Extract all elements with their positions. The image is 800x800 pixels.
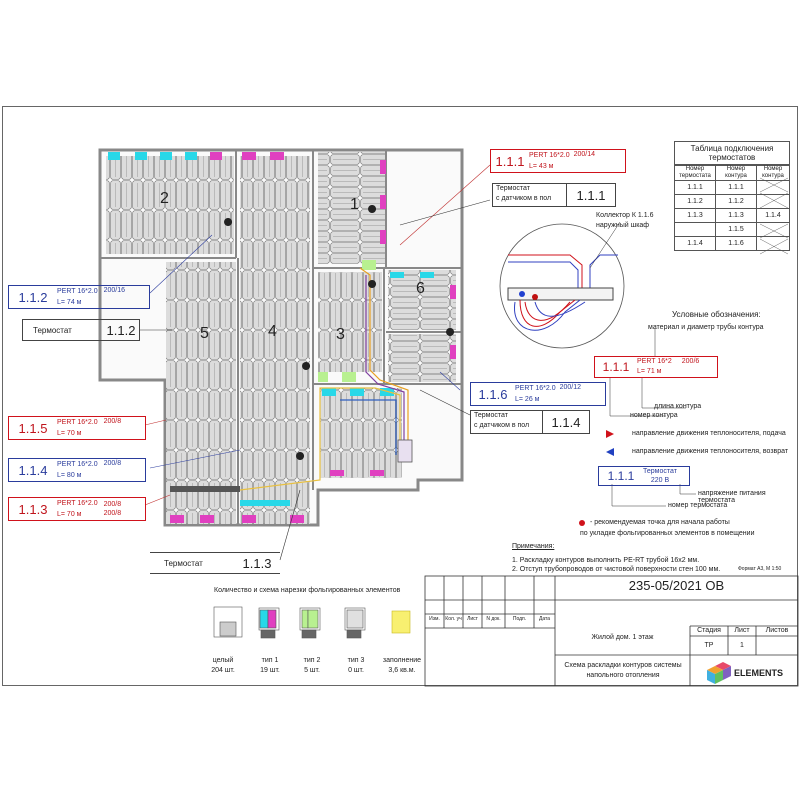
circuit-number: 1.1.3 — [18, 501, 48, 517]
room-1-label: 1 — [350, 196, 359, 213]
element-name: тип 1 — [261, 657, 279, 664]
elements-logo-icon — [707, 662, 731, 684]
legend-return: направление движения теплоносителя, возврат — [632, 448, 789, 455]
collector-title: Коллектор К 1.1.6 — [596, 212, 654, 219]
legend-sample-pipe: PERT 16*2 — [637, 358, 672, 365]
corridor-floor — [388, 334, 456, 382]
collector-detail — [500, 224, 624, 348]
stamp-object: Жилой дом. 1 этаж — [591, 634, 654, 641]
element-type-1 — [250, 656, 290, 676]
room-4-label: 4 — [268, 323, 277, 340]
table-cell: 1.1.1 — [716, 181, 757, 195]
format-label: Формат А3, М 1:50 — [738, 566, 782, 572]
thermostat-number: 1.1.4 — [551, 414, 581, 430]
stamp-col: Кол. уч — [445, 616, 462, 622]
table-cell: 1.1.3 — [675, 209, 716, 223]
room-6-label: 6 — [416, 280, 425, 297]
circuit-label-1-1-2 — [8, 285, 150, 309]
table-row — [675, 181, 790, 195]
element-count: 19 шт. — [260, 667, 280, 674]
table-row — [675, 209, 790, 223]
thermostat-number: 1.1.2 — [106, 322, 136, 338]
room-3-label: 3 — [336, 326, 345, 343]
circuit-label-1-1-6 — [470, 382, 606, 406]
table-cell: 1.1.2 — [716, 195, 757, 209]
elements-title: Количество и схема нарезки фольгированных элементов — [214, 587, 401, 594]
legend-contour-number: номер контура — [630, 412, 678, 419]
room-2-floor — [106, 156, 234, 254]
thermostat-sub: с датчиком в пол — [474, 422, 530, 429]
legend-material: материал и диаметр трубы контура — [648, 324, 764, 331]
legend-title: Условные обозначения: — [672, 310, 761, 319]
thermostat-label: Термостат — [164, 558, 203, 568]
stamp-col: N док. — [486, 616, 501, 622]
circuit-label-1-1-3 — [8, 497, 146, 521]
element-count: 5 шт. — [304, 667, 320, 674]
elements-logo-text: ELEMENTS — [734, 668, 784, 678]
stamp-sheet: 1 — [740, 642, 744, 649]
note-1: 1. Раскладку контуров выполнить PE-RT трубой 16х2 мм. — [512, 557, 700, 564]
stamp-col: Лист — [467, 616, 478, 622]
element-whole — [203, 656, 243, 676]
circuit-pipe: PERT 16*2.0 — [57, 288, 98, 295]
element-name: заполнение — [382, 657, 422, 664]
circuit-spacing: 200/8 — [103, 418, 122, 425]
stamp-col: Изм. — [429, 616, 440, 622]
document-code: 235-05/2021 ОВ — [628, 578, 725, 593]
stamp-stage-header: Стадия — [697, 627, 721, 634]
room-5-label: 5 — [200, 325, 209, 342]
thermostat-label: Термостат — [33, 325, 72, 335]
thermostat-number: 1.1.1 — [576, 187, 606, 203]
table-header: Номер термостата — [675, 166, 716, 181]
table-cell: 1.1.2 — [675, 195, 716, 209]
legend-length: длина контура — [654, 403, 702, 410]
circuit-label-1-1-1 — [490, 149, 626, 173]
legend-sample-length: L= 71 м — [637, 368, 662, 375]
element-fill — [380, 656, 424, 676]
circuit-number: 1.1.4 — [18, 462, 48, 478]
circuit-spacing: 200/16 — [103, 287, 126, 294]
thermostat-1-1-4 — [470, 410, 590, 434]
legend-sample-circuit — [594, 356, 718, 378]
legend-therm-label: Термостат — [643, 468, 677, 475]
circuit-length: L= 70 м — [57, 511, 82, 518]
element-count: 204 шт. — [211, 667, 235, 674]
circuit-length: L= 74 м — [57, 299, 82, 306]
circuit-pipe: PERT 16*2.0 — [529, 152, 570, 159]
room-2-label: 2 — [160, 190, 169, 207]
circuit-number: 1.1.6 — [478, 386, 508, 402]
legend-start-point: - рекомендуемая точка для начала работы — [590, 519, 730, 526]
circuit-pipe: PERT 16*2.0 — [57, 500, 98, 507]
circuit-number: 1.1.1 — [495, 153, 525, 169]
legend-voltage-text: напряжение питания термостата — [698, 490, 766, 504]
circuit-spacing-2: 200/8 — [103, 510, 122, 517]
legend-supply: направление движения теплоносителя, подача — [632, 430, 786, 437]
notes-title: Примечания: — [512, 543, 555, 550]
table-cell: 1.1.3 — [716, 209, 757, 223]
circuit-length: L= 43 м — [529, 163, 554, 170]
table-cell: 1.1.6 — [716, 237, 757, 251]
table-cell: 1.1.5 — [716, 223, 757, 237]
circuit-spacing: 200/14 — [573, 151, 596, 158]
element-type-2 — [292, 656, 332, 676]
legend-therm-number-text: номер термостата — [668, 502, 728, 509]
room-5-floor — [166, 262, 236, 524]
table-row — [675, 237, 790, 251]
thermostat-number: 1.1.3 — [242, 555, 272, 571]
stamp-col: Подп. — [512, 616, 527, 622]
circuit-pipe: PERT 16*2.0 — [515, 385, 556, 392]
circuit-spacing: 200/8 — [103, 501, 122, 508]
stamp-description: Схема раскладки контуров системы напольного отопления — [564, 662, 682, 679]
hall-floor — [320, 388, 402, 478]
table-cell — [757, 195, 790, 209]
table-cell — [757, 223, 790, 237]
circuit-length: L= 80 м — [57, 472, 82, 479]
table-title: Таблица подключения термостатов — [674, 141, 790, 165]
element-count: 0 шт. — [348, 667, 364, 674]
legend-sample-number: 1.1.1 — [602, 360, 630, 374]
thermostat-1-1-1 — [492, 183, 616, 207]
stamp-stage: ТР — [704, 642, 714, 649]
legend-therm-voltage: 220 В — [650, 477, 670, 484]
room-6-floor — [388, 270, 456, 330]
circuit-pipe: PERT 16*2.0 — [57, 419, 98, 426]
circuit-spacing: 200/12 — [559, 384, 582, 391]
element-count: 3,6 кв.м. — [388, 667, 416, 674]
note-2: 2. Отступ трубопроводов от чистовой поверхности стен 100 мм. — [512, 566, 721, 573]
table-row — [675, 223, 790, 237]
stamp-col: Дата — [538, 616, 551, 622]
circuit-pipe: PERT 16*2.0 — [57, 461, 98, 468]
element-name: целый — [212, 657, 234, 664]
circuit-label-1-1-5 — [8, 416, 146, 440]
element-type-3 — [336, 656, 376, 676]
circuit-number: 1.1.2 — [18, 289, 48, 305]
thermostat-sub: с датчиком в пол — [496, 195, 552, 202]
table-cell — [675, 223, 716, 237]
table-cell: 1.1.1 — [675, 181, 716, 195]
circuit-spacing: 200/8 — [103, 460, 122, 467]
circuit-number: 1.1.5 — [18, 420, 48, 436]
thermostat-label: Термостат — [496, 185, 530, 192]
table-header: Номер контура — [716, 166, 757, 181]
collector-cabinet — [398, 440, 412, 462]
element-name: тип 3 — [347, 657, 365, 664]
legend-therm-number: 1.1.1 — [607, 469, 635, 483]
connection-table — [674, 141, 790, 251]
table-cell: 1.1.4 — [675, 237, 716, 251]
thermostat-label: Термостат — [474, 412, 508, 419]
table-header: Номер контура — [757, 166, 790, 181]
table-cell — [757, 181, 790, 195]
table-row — [675, 195, 790, 209]
circuit-length: L= 70 м — [57, 430, 82, 437]
circuit-label-1-1-4 — [8, 458, 146, 482]
table-cell: 1.1.4 — [757, 209, 790, 223]
thermostat-1-1-2 — [22, 319, 140, 341]
circuit-length: L= 26 м — [515, 396, 540, 403]
legend-sample-spacing: 200/6 — [681, 358, 700, 365]
legend-start-point-2: по укладке фольгированных элементов в помещении — [580, 530, 755, 537]
stamp-sheets-header: Листов — [765, 627, 789, 634]
thermostat-1-1-3 — [150, 552, 280, 574]
collector-sub: наружный шкаф — [596, 222, 650, 229]
stamp-sheet-header: Лист — [734, 627, 750, 634]
legend-thermostat-sample — [598, 466, 690, 486]
element-name: тип 2 — [303, 657, 321, 664]
table-cell — [757, 237, 790, 251]
